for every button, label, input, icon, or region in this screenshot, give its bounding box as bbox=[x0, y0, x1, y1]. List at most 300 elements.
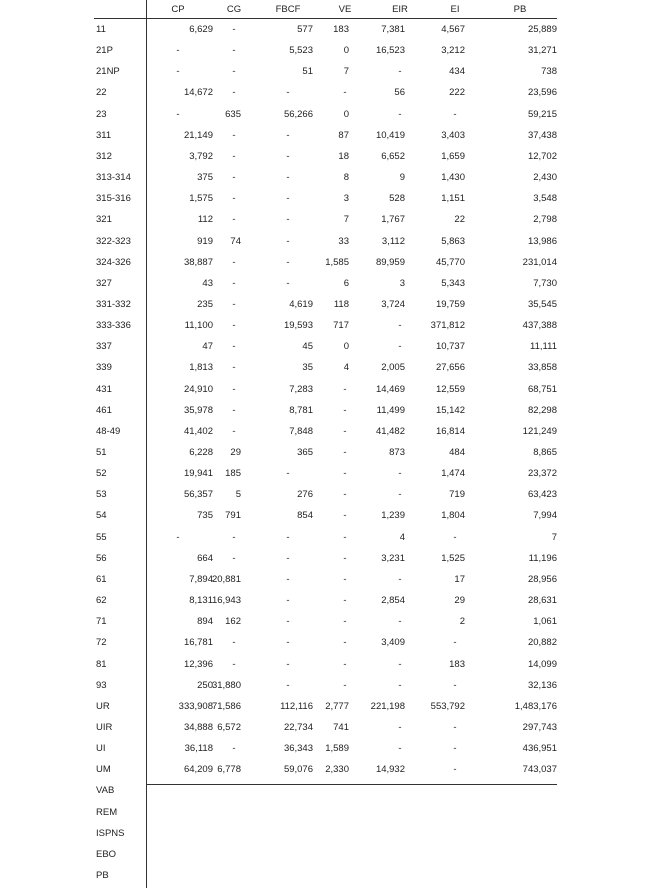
table-cell: 854 bbox=[297, 510, 313, 522]
table-cell: 528 bbox=[389, 193, 405, 205]
table-cell: 20,881 bbox=[211, 573, 241, 585]
table-cell: 47 bbox=[202, 341, 213, 353]
table-cell: 19,941 bbox=[183, 468, 213, 480]
table-cell: - bbox=[232, 320, 236, 332]
row-label: 11 bbox=[96, 24, 106, 35]
row-label: 53 bbox=[96, 489, 107, 501]
table-cell: 4 bbox=[399, 531, 405, 543]
table-cell: 185 bbox=[225, 468, 241, 480]
table-cell: 873 bbox=[389, 447, 405, 458]
table-cell: - bbox=[286, 277, 290, 289]
table-cell: 7 bbox=[343, 66, 349, 78]
table-cell: - bbox=[343, 552, 347, 564]
table-cell: 6,228 bbox=[189, 447, 213, 458]
table-cell: - bbox=[286, 637, 290, 649]
table-cell: 5,343 bbox=[441, 277, 465, 289]
table-cell: 8,131 bbox=[189, 595, 213, 607]
table-cell: - bbox=[232, 552, 236, 564]
table-cell: 183 bbox=[449, 658, 465, 670]
table-cell: 276 bbox=[297, 489, 313, 501]
row-label: 21NP bbox=[96, 66, 120, 78]
row-label: UIR bbox=[96, 721, 113, 733]
table-cell: 16,814 bbox=[435, 425, 465, 437]
table-cell: 10,419 bbox=[375, 129, 405, 141]
table-cell: 3,403 bbox=[441, 129, 465, 141]
table-cell: - bbox=[453, 679, 457, 691]
table-cell: 28,956 bbox=[527, 573, 557, 585]
row-label: 333-336 bbox=[96, 320, 131, 332]
table-cell: - bbox=[343, 489, 347, 501]
table-cell: 1,585 bbox=[325, 256, 349, 268]
table-cell: - bbox=[343, 404, 347, 416]
row-label: ISPNS bbox=[96, 827, 125, 839]
table-cell: 22 bbox=[454, 214, 465, 226]
table-cell: - bbox=[232, 658, 236, 670]
table-cell: - bbox=[343, 447, 347, 458]
table-cell: - bbox=[286, 616, 290, 628]
table-cell: 1,239 bbox=[381, 510, 405, 522]
table-cell: - bbox=[398, 616, 402, 628]
table-cell: 2,005 bbox=[381, 362, 405, 374]
table-cell: 82,298 bbox=[527, 404, 557, 416]
table-cell: 12,559 bbox=[435, 383, 465, 395]
column-header: CG bbox=[226, 4, 242, 15]
table-cell: - bbox=[232, 743, 236, 755]
table-cell: - bbox=[232, 24, 236, 35]
row-label: 71 bbox=[96, 616, 107, 628]
table-cell: - bbox=[286, 235, 290, 247]
row-label: 327 bbox=[96, 277, 112, 289]
table-cell: - bbox=[343, 616, 347, 628]
table-cell: - bbox=[398, 573, 402, 585]
table-cell: 437,388 bbox=[522, 320, 557, 332]
table-cell: 6,652 bbox=[381, 150, 405, 162]
table-cell: - bbox=[232, 404, 236, 416]
table-cell: 56 bbox=[394, 87, 405, 99]
table-cell: - bbox=[398, 320, 402, 332]
table-cell: 23,596 bbox=[527, 87, 557, 99]
table-cell: 738 bbox=[541, 66, 557, 78]
table-cell: 41,402 bbox=[183, 425, 213, 437]
table-cell: 7,283 bbox=[289, 383, 313, 395]
table-cell: 919 bbox=[197, 235, 213, 247]
table-cell: - bbox=[453, 108, 457, 120]
table-cell: - bbox=[286, 172, 290, 184]
table-cell: - bbox=[343, 383, 347, 395]
table-cell: 3,409 bbox=[381, 637, 405, 649]
table-cell: 68,751 bbox=[527, 383, 557, 395]
table-cell: 7,994 bbox=[533, 510, 557, 522]
table-cell: 6,629 bbox=[189, 24, 213, 35]
table-cell: - bbox=[343, 531, 347, 543]
row-label: 21P bbox=[96, 45, 113, 57]
column-header: PB bbox=[513, 4, 527, 15]
table-cell: - bbox=[232, 193, 236, 205]
table-cell: - bbox=[232, 66, 236, 78]
table-cell: 2,430 bbox=[533, 172, 557, 184]
table-cell: - bbox=[232, 150, 236, 162]
table-cell: 14,932 bbox=[375, 764, 405, 776]
table-cell: 31,880 bbox=[211, 679, 241, 691]
table-cell: 1,659 bbox=[441, 150, 465, 162]
table-cell: - bbox=[232, 214, 236, 226]
table-cell: 87 bbox=[338, 129, 349, 141]
column-header: VE bbox=[338, 4, 352, 15]
table-cell: 14,469 bbox=[375, 383, 405, 395]
table-cell: - bbox=[232, 425, 236, 437]
table-cell: 22,734 bbox=[283, 721, 313, 733]
table-cell: 3,231 bbox=[381, 552, 405, 564]
row-label: 312 bbox=[96, 150, 112, 162]
table-cell: 1,589 bbox=[325, 743, 349, 755]
table-cell: 3,112 bbox=[381, 235, 405, 247]
table-cell: 59,215 bbox=[527, 108, 557, 120]
table-cell: - bbox=[286, 87, 290, 99]
table-cell: - bbox=[286, 573, 290, 585]
table-cell: 121,249 bbox=[522, 425, 557, 437]
table-cell: 7,848 bbox=[289, 425, 313, 437]
table-cell: 11,499 bbox=[376, 404, 405, 416]
table-cell: 43 bbox=[202, 277, 213, 289]
table-cell: 0 bbox=[343, 108, 349, 120]
table-cell: - bbox=[343, 658, 347, 670]
row-label: 321 bbox=[96, 214, 112, 226]
row-label: 93 bbox=[96, 679, 107, 691]
row-label: 461 bbox=[96, 404, 112, 416]
table-cell: 11,196 bbox=[528, 552, 557, 564]
row-label: 52 bbox=[96, 468, 107, 480]
row-label: REM bbox=[96, 806, 118, 818]
table-cell: 32,136 bbox=[527, 679, 557, 691]
table-cell: 10,737 bbox=[435, 341, 465, 353]
table-cell: - bbox=[176, 66, 180, 78]
row-label: 311 bbox=[96, 129, 112, 141]
table-cell: - bbox=[453, 764, 457, 776]
table-cell: 19,593 bbox=[283, 320, 313, 332]
row-label: EBO bbox=[96, 848, 117, 860]
table-cell: 7,730 bbox=[533, 277, 557, 289]
table-cell: 743,037 bbox=[522, 764, 557, 776]
table-cell: 436,951 bbox=[522, 743, 557, 755]
table-cell: - bbox=[398, 468, 402, 480]
row-label: 315-316 bbox=[96, 193, 131, 205]
table-cell: 231,014 bbox=[522, 256, 557, 268]
table-cell: - bbox=[286, 214, 290, 226]
table-cell: 51 bbox=[302, 66, 313, 78]
row-label: 55 bbox=[96, 531, 107, 543]
row-label: UR bbox=[96, 700, 110, 712]
table-cell: 13,986 bbox=[527, 235, 557, 247]
table-cell: 1,430 bbox=[441, 172, 465, 184]
table-cell: 1,151 bbox=[441, 193, 465, 205]
row-label: UM bbox=[96, 764, 111, 776]
table-cell: 12,702 bbox=[527, 150, 557, 162]
table-cell: - bbox=[232, 362, 236, 374]
table-cell: 16,781 bbox=[183, 637, 213, 649]
table-cell: 27,656 bbox=[435, 362, 465, 374]
table-cell: 19,759 bbox=[435, 298, 465, 310]
table-cell: 36,343 bbox=[283, 743, 313, 755]
table-cell: 89,959 bbox=[375, 256, 405, 268]
table-cell: 14,099 bbox=[527, 658, 557, 670]
table-cell: 183 bbox=[333, 24, 349, 35]
header-divider bbox=[94, 18, 557, 19]
row-label: 81 bbox=[96, 658, 107, 670]
table-cell: 365 bbox=[297, 447, 313, 458]
table-cell: 35,545 bbox=[527, 298, 557, 310]
table-cell: - bbox=[232, 298, 236, 310]
table-cell: 37,438 bbox=[527, 129, 557, 141]
table-cell: - bbox=[232, 87, 236, 99]
table-cell: - bbox=[232, 277, 236, 289]
table-cell: 1,767 bbox=[381, 214, 405, 226]
table-cell: 11,111 bbox=[530, 341, 557, 353]
table-cell: 74 bbox=[230, 235, 241, 247]
table-cell: 333,908 bbox=[178, 700, 213, 712]
table-cell: 41,482 bbox=[375, 425, 405, 437]
column-header: EIR bbox=[392, 4, 408, 15]
table-cell: 21,149 bbox=[183, 129, 213, 141]
table-cell: - bbox=[176, 45, 180, 57]
table-cell: 17 bbox=[454, 573, 465, 585]
table-cell: 1,061 bbox=[533, 616, 557, 628]
row-label: 61 bbox=[96, 573, 107, 585]
table-cell: - bbox=[398, 743, 402, 755]
row-label: 72 bbox=[96, 637, 107, 649]
table-cell: - bbox=[343, 573, 347, 585]
row-label: 56 bbox=[96, 552, 107, 564]
table-cell: 484 bbox=[449, 447, 465, 458]
table-cell: 4,619 bbox=[289, 298, 313, 310]
table-cell: 16,943 bbox=[211, 595, 241, 607]
table-cell: - bbox=[343, 510, 347, 522]
table-cell: 23,372 bbox=[527, 468, 557, 480]
table-cell: - bbox=[286, 679, 290, 691]
table-cell: 719 bbox=[449, 489, 465, 501]
column-header: EI bbox=[450, 4, 460, 15]
table-cell: - bbox=[343, 425, 347, 437]
table-cell: 2,798 bbox=[533, 214, 557, 226]
table-cell: 3,212 bbox=[441, 45, 465, 57]
table-cell: - bbox=[343, 468, 347, 480]
table-cell: 553,792 bbox=[430, 700, 465, 712]
table-cell: - bbox=[176, 108, 180, 120]
table-cell: - bbox=[343, 679, 347, 691]
table-cell: 1,813 bbox=[189, 362, 213, 374]
table-cell: 1,474 bbox=[441, 468, 465, 480]
table-cell: 9 bbox=[399, 172, 405, 184]
table-cell: - bbox=[286, 468, 290, 480]
table-cell: 35 bbox=[302, 362, 313, 374]
table-cell: 4 bbox=[343, 362, 349, 374]
table-cell: - bbox=[343, 595, 347, 607]
table-cell: 16,523 bbox=[375, 45, 405, 57]
table-cell: - bbox=[398, 341, 402, 353]
table-cell: 7 bbox=[551, 531, 557, 543]
table-cell: - bbox=[286, 531, 290, 543]
table-cell: 18 bbox=[338, 150, 349, 162]
table-cell: 5,523 bbox=[289, 45, 313, 57]
table-cell: 222 bbox=[449, 87, 465, 99]
table-cell: 717 bbox=[333, 320, 349, 332]
table-cell: 112 bbox=[197, 214, 213, 226]
table-cell: 1,483,176 bbox=[514, 700, 557, 712]
table-cell: 20,882 bbox=[527, 637, 557, 649]
column-header: FBCF bbox=[275, 4, 301, 15]
table-cell: 59,076 bbox=[283, 764, 313, 776]
table-cell: 56,357 bbox=[183, 489, 213, 501]
table-cell: 8 bbox=[343, 172, 349, 184]
table-cell: 28,631 bbox=[527, 595, 557, 607]
table-cell: 162 bbox=[225, 616, 241, 628]
row-label: 51 bbox=[96, 447, 107, 458]
table-cell: 250 bbox=[197, 679, 213, 691]
table-cell: - bbox=[232, 172, 236, 184]
table-cell: 5,863 bbox=[441, 235, 465, 247]
table-cell: - bbox=[232, 129, 236, 141]
table-cell: - bbox=[232, 45, 236, 57]
row-label: 324-326 bbox=[96, 256, 131, 268]
column-header: CP bbox=[171, 4, 185, 15]
table-cell: 221,198 bbox=[370, 700, 405, 712]
table-cell: - bbox=[232, 383, 236, 395]
row-label: 313-314 bbox=[96, 172, 131, 184]
table-cell: 12,396 bbox=[183, 658, 213, 670]
table-cell: - bbox=[398, 108, 402, 120]
table-cell: - bbox=[286, 658, 290, 670]
table-cell: 7,894 bbox=[189, 573, 213, 585]
table-cell: - bbox=[286, 595, 290, 607]
row-label: UI bbox=[96, 743, 106, 755]
table-cell: 735 bbox=[197, 510, 213, 522]
row-label: 62 bbox=[96, 595, 107, 607]
table-cell: 894 bbox=[197, 616, 213, 628]
table-cell: - bbox=[398, 489, 402, 501]
table-cell: 24,910 bbox=[183, 383, 213, 395]
table-cell: - bbox=[286, 129, 290, 141]
table-cell: 31,271 bbox=[527, 45, 557, 57]
table-cell: 11,100 bbox=[184, 320, 213, 332]
table-cell: 63,423 bbox=[527, 489, 557, 501]
table-cell: 33,858 bbox=[527, 362, 557, 374]
table-cell: 38,887 bbox=[183, 256, 213, 268]
table-cell: 791 bbox=[225, 510, 241, 522]
table-cell: - bbox=[286, 552, 290, 564]
table-cell: 36,118 bbox=[184, 743, 213, 755]
table-cell: 6,778 bbox=[217, 764, 241, 776]
table-cell: - bbox=[453, 721, 457, 733]
table-cell: 0 bbox=[343, 45, 349, 57]
table-cell: - bbox=[453, 637, 457, 649]
table-cell: - bbox=[453, 743, 457, 755]
table-cell: - bbox=[398, 658, 402, 670]
table-cell: 1,525 bbox=[441, 552, 465, 564]
table-cell: - bbox=[398, 66, 402, 78]
table-cell: - bbox=[232, 531, 236, 543]
row-label: 339 bbox=[96, 362, 112, 374]
table-cell: 664 bbox=[197, 552, 213, 564]
row-label: 337 bbox=[96, 341, 112, 353]
table-cell: 14,672 bbox=[183, 87, 213, 99]
table-cell: 2,330 bbox=[325, 764, 349, 776]
table-cell: 33 bbox=[338, 235, 349, 247]
table-cell: 2,854 bbox=[381, 595, 405, 607]
table-cell: 1,575 bbox=[189, 193, 213, 205]
row-label: 54 bbox=[96, 510, 107, 522]
table-cell: 7,381 bbox=[381, 24, 405, 35]
row-label: 331-332 bbox=[96, 298, 131, 310]
table-cell: 2,777 bbox=[325, 700, 349, 712]
table-cell: 3 bbox=[343, 193, 349, 205]
table-cell: 118 bbox=[333, 298, 349, 310]
row-label: 431 bbox=[96, 383, 112, 395]
table-cell: 112,116 bbox=[280, 700, 313, 712]
table-cell: 8,781 bbox=[289, 404, 313, 416]
table-cell: 45,770 bbox=[435, 256, 465, 268]
table-cell: 45 bbox=[302, 341, 313, 353]
table-cell: 15,142 bbox=[435, 404, 465, 416]
table-cell: - bbox=[176, 531, 180, 543]
table-cell: 29 bbox=[454, 595, 465, 607]
table-cell: 7 bbox=[343, 214, 349, 226]
table-cell: 577 bbox=[297, 24, 313, 35]
table-cell: - bbox=[398, 721, 402, 733]
table-cell: 6,572 bbox=[217, 721, 241, 733]
table-cell: 4,567 bbox=[441, 24, 465, 35]
table-cell: 5 bbox=[235, 489, 241, 501]
table-cell: - bbox=[343, 637, 347, 649]
table-cell: 3,548 bbox=[533, 193, 557, 205]
table-cell: - bbox=[286, 150, 290, 162]
table-cell: 29 bbox=[230, 447, 241, 458]
table-cell: 434 bbox=[449, 66, 465, 78]
row-label: 322-323 bbox=[96, 235, 131, 247]
table-cell: 2 bbox=[459, 616, 465, 628]
table-cell: 297,743 bbox=[522, 721, 557, 733]
table-cell: 6 bbox=[343, 277, 349, 289]
table-cell: - bbox=[232, 637, 236, 649]
table-cell: 25,889 bbox=[527, 24, 557, 35]
row-label: PB bbox=[96, 870, 109, 881]
row-label: 48-49 bbox=[96, 425, 121, 437]
table-cell: 0 bbox=[343, 341, 349, 353]
row-label: VAB bbox=[96, 785, 115, 797]
table-cell: - bbox=[343, 87, 347, 99]
table-cell: 371,812 bbox=[430, 320, 465, 332]
table-cell: 71,586 bbox=[211, 700, 241, 712]
table-cell: - bbox=[398, 679, 402, 691]
table-cell: 235 bbox=[197, 298, 213, 310]
table-cell: 64,209 bbox=[183, 764, 213, 776]
table-cell: 56,266 bbox=[283, 108, 313, 120]
table-cell: 1,804 bbox=[441, 510, 465, 522]
table-cell: 34,888 bbox=[183, 721, 213, 733]
table-cell: 3 bbox=[399, 277, 405, 289]
table-cell: - bbox=[232, 341, 236, 353]
row-label: 22 bbox=[96, 87, 107, 99]
footer-divider bbox=[146, 784, 557, 785]
table-cell: 35,978 bbox=[183, 404, 213, 416]
table-cell: - bbox=[286, 193, 290, 205]
table-cell: - bbox=[453, 531, 457, 543]
table-cell: 8,865 bbox=[533, 447, 557, 458]
row-label: 23 bbox=[96, 108, 107, 120]
table-cell: 375 bbox=[197, 172, 213, 184]
table-cell: 3,724 bbox=[381, 298, 405, 310]
table-cell: 3,792 bbox=[189, 150, 213, 162]
table-cell: - bbox=[232, 256, 236, 268]
table-cell: - bbox=[286, 256, 290, 268]
